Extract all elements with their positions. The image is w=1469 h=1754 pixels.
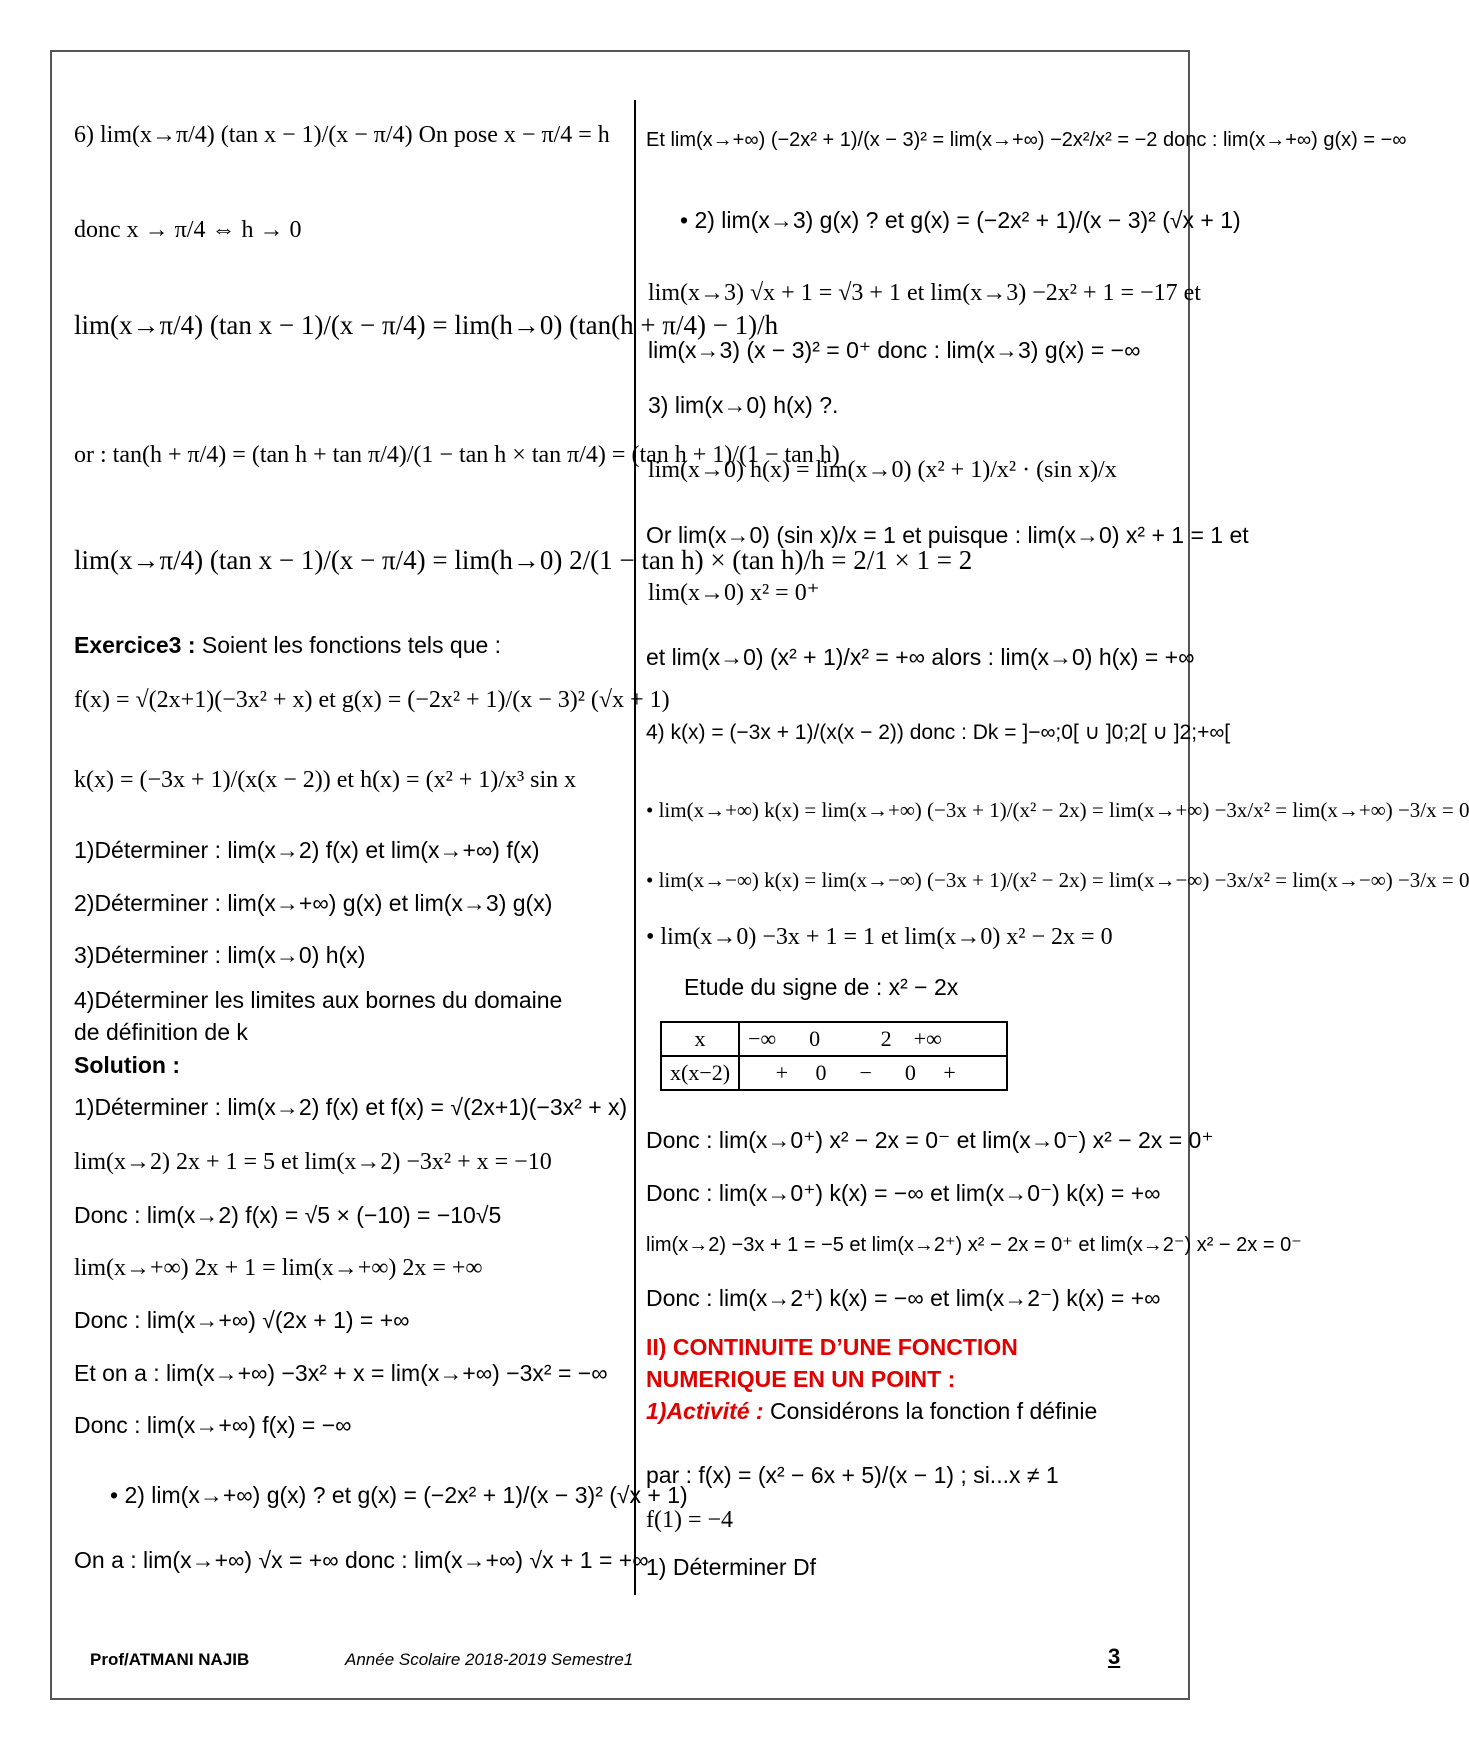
left-line-21: Donc : lim(x→+∞) f(x) = −∞ [74, 1412, 352, 1438]
tick-minus-inf: −∞ [748, 1026, 777, 1051]
section-title-line-2: NUMERIQUE EN UN POINT : [646, 1366, 956, 1392]
sign-table-row-label: x(x−2) [661, 1056, 739, 1090]
right-line-17: Donc : lim(x→2⁺) k(x) = −∞ et lim(x→2⁻) k(x) = +∞ [646, 1285, 1161, 1311]
zero-1: 0 [815, 1060, 827, 1085]
left-line-23: On a : lim(x→+∞) √x = +∞ donc : lim(x→+∞) √x + 1 = +∞ [74, 1547, 649, 1573]
right-line-22: par : f(x) = (x² − 6x + 5)/(x − 1) ; si...x ≠ 1 [646, 1462, 1059, 1488]
left-line-22: • 2) lim(x→+∞) g(x) ? et g(x) = (−2x² + 1)/(x − 3)² (√x + 1) [110, 1482, 688, 1508]
right-line-13: Etude du signe de : x² − 2x [684, 974, 959, 1000]
right-line-23: f(1) = −4 [646, 1507, 734, 1533]
solution-heading: Solution : [74, 1052, 181, 1078]
right-line-7: lim(x→0) x² = 0⁺ [648, 580, 820, 606]
right-line-14: Donc : lim(x→0⁺) x² − 2x = 0⁻ et lim(x→0⁻) x² − 2x = 0⁺ [646, 1127, 1214, 1153]
right-line-5: lim(x→0) h(x) = lim(x→0) (x² + 1)/x² · (sin x)/x [648, 457, 1117, 483]
tick-0: 0 [809, 1026, 821, 1051]
question-2: 2)Déterminer : lim(x→+∞) g(x) et lim(x→3) g(x) [74, 890, 553, 916]
right-line-11: • lim(x→−∞) k(x) = lim(x→−∞) (−3x + 1)/(x² − 2x) = lim(x→−∞) −3x/x² = lim(x→−∞) −3/x = 0 [646, 868, 1469, 892]
question-3: 3)Déterminer : lim(x→0) h(x) [74, 942, 366, 968]
question-1: 1)Déterminer : lim(x→2) f(x) et lim(x→+∞) f(x) [74, 837, 540, 863]
right-line-0: Et lim(x→+∞) (−2x² + 1)/(x − 3)² = lim(x→+∞) −2x²/x² = −2 donc : lim(x→+∞) g(x) = −∞ [646, 129, 1407, 151]
left-line-19: Donc : lim(x→+∞) √(2x + 1) = +∞ [74, 1307, 410, 1333]
right-line-24: 1) Déterminer Df [646, 1554, 816, 1580]
exercise-intro: Soient les fonctions tels que : [201, 632, 502, 658]
sign-2: − [859, 1060, 872, 1085]
left-line-8: k(x) = (−3x + 1)/(x(x − 2)) et h(x) = (x² + 1)/x³ sin x [74, 767, 577, 793]
exercise-title: Exercice3 : [74, 632, 196, 658]
sign-1: + [775, 1060, 788, 1085]
right-line-3: lim(x→3) (x − 3)² = 0⁺ donc : lim(x→3) g(x) = −∞ [648, 337, 1141, 363]
left-line-3: or : tan(h + π/4) = (tan h + tan π/4)/(1 − tan h × tan π/4) = (tan h + 1)/(1 − tan h) [74, 442, 840, 468]
right-line-10: • lim(x→+∞) k(x) = lim(x→+∞) (−3x + 1)/(x² − 2x) = lim(x→+∞) −3x/x² = lim(x→+∞) −3/x = 0 [646, 798, 1469, 822]
left-line-16: lim(x→2) 2x + 1 = 5 et lim(x→2) −3x² + x = −10 [74, 1149, 552, 1175]
right-line-16: lim(x→2) −3x + 1 = −5 et lim(x→2⁺) x² − 2x = 0⁺ et lim(x→2⁻) x² − 2x = 0⁻ [646, 1234, 1302, 1256]
tick-2: 2 [880, 1026, 892, 1051]
left-line-17: Donc : lim(x→2) f(x) = √5 × (−10) = −10√5 [74, 1202, 502, 1228]
right-line-9: 4) k(x) = (−3x + 1)/(x(x − 2)) donc : Dk = ]−∞;0[ ∪ ]0;2[ ∪ ]2;+∞[ [646, 721, 1231, 744]
left-line-4: lim(x→π/4) (tan x − 1)/(x − π/4) = lim(h→0) 2/(1 − tan h) × (tan h)/h = 2/1 × 1 = 2 [74, 545, 973, 575]
left-line-20: Et on a : lim(x→+∞) −3x² + x = lim(x→+∞) −3x² = −∞ [74, 1360, 608, 1386]
sign-table-header-values [739, 1022, 1007, 1056]
question-4-line-1: 4)Déterminer les limites aux bornes du domaine [74, 987, 563, 1013]
activity-text: Considérons la fonction f définie [763, 1398, 1098, 1424]
left-line-15: 1)Déterminer : lim(x→2) f(x) et f(x) = √(2x+1)(−3x² + x) [74, 1094, 628, 1120]
right-line-12: • lim(x→0) −3x + 1 = 1 et lim(x→0) x² − 2x = 0 [646, 924, 1113, 950]
footer-year: Année Scolaire 2018-2019 Semestre1 [345, 1650, 634, 1669]
zero-2: 0 [904, 1060, 916, 1085]
right-line-8: et lim(x→0) (x² + 1)/x² = +∞ alors : lim(x→0) h(x) = +∞ [646, 644, 1195, 670]
right-line-4: 3) lim(x→0) h(x) ?. [648, 392, 839, 418]
question-4-line-2: de définition de k [74, 1019, 248, 1045]
footer-author: Prof/ATMANI NAJIB [90, 1650, 250, 1669]
left-line-1: donc x → π/4 ⇔ h → 0 [74, 217, 302, 243]
section-title-line-1: II) CONTINUITE D’UNE FONCTION [646, 1334, 1018, 1360]
left-line-0: 6) lim(x→π/4) (tan x − 1)/(x − π/4) On pose x − π/4 = h [74, 122, 610, 148]
right-line-15: Donc : lim(x→0⁺) k(x) = −∞ et lim(x→0⁻) k(x) = +∞ [646, 1180, 1161, 1206]
sign-table-header-x: x [661, 1022, 739, 1056]
sign-table-row-values [739, 1056, 1007, 1090]
sign-3: + [943, 1060, 956, 1085]
left-line-2: lim(x→π/4) (tan x − 1)/(x − π/4) = lim(h→0) (tan(h + π/4) − 1)/h [74, 310, 779, 340]
tick-plus-inf: +∞ [913, 1026, 942, 1051]
left-line-7: f(x) = √(2x+1)(−3x² + x) et g(x) = (−2x² + 1)/(x − 3)² (√x + 1) [74, 687, 670, 713]
left-line-18: lim(x→+∞) 2x + 1 = lim(x→+∞) 2x = +∞ [74, 1255, 483, 1281]
sign-table [660, 1021, 1008, 1091]
right-line-1: • 2) lim(x→3) g(x) ? et g(x) = (−2x² + 1)/(x − 3)² (√x + 1) [680, 207, 1241, 233]
activity-label: 1)Activité : [646, 1398, 764, 1424]
page-number: 3 [1108, 1644, 1121, 1669]
right-line-6: Or lim(x→0) (sin x)/x = 1 et puisque : lim(x→0) x² + 1 = 1 et [646, 522, 1249, 548]
right-line-2: lim(x→3) √x + 1 = √3 + 1 et lim(x→3) −2x² + 1 = −17 et [648, 280, 1201, 306]
